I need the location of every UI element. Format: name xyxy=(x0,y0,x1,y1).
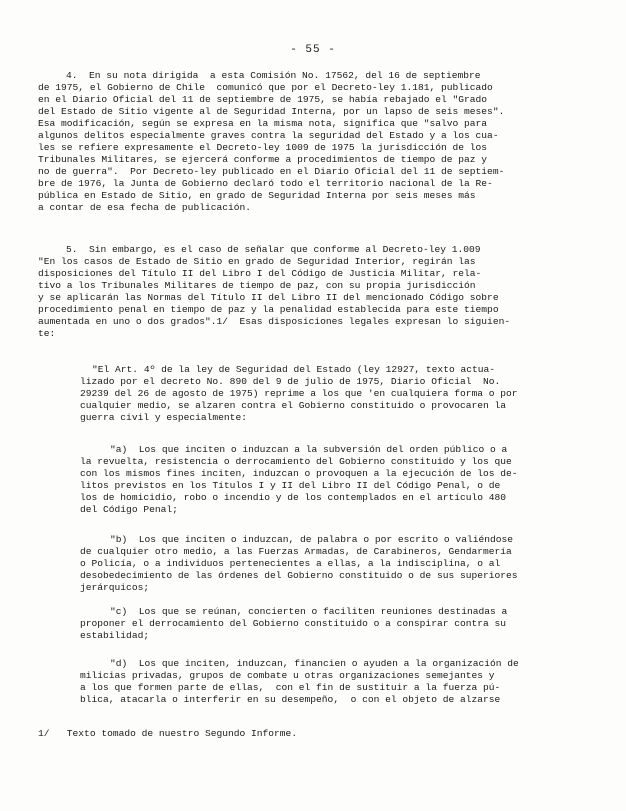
item-a-line: "a) Los que inciten o induzcan a la subversión del orden público o a xyxy=(110,444,508,455)
item-a-line: litos previstos en los Títulos I y II del Libro II del Código Penal, o de xyxy=(80,480,501,491)
paragraph-5-line: aumentada en uno o dos grados".1/ Esas disposiciones legales expresan lo siguien- xyxy=(38,316,511,327)
quote-intro-line: lizado por el decreto No. 890 del 9 de julio de 1975, Diario Oficial No. xyxy=(80,376,501,387)
item-a-line: los de homicidio, robo o incendio y de los contemplados en el artículo 480 xyxy=(80,492,507,503)
footnote: 1/ Texto tomado de nuestro Segundo Informe. xyxy=(38,728,298,739)
item-b-line: o Policía, o a individuos pertenecientes a ellas, a la indisciplina, o al xyxy=(80,558,501,569)
paragraph-4-line: de 1975, el Gobierno de Chile comunicó que por el Decreto-ley 1.181, publicado xyxy=(38,82,493,93)
paragraph-4-line: en el Diario Oficial del 11 de septiembre de 1975, se había rebajado el "Grado xyxy=(38,94,488,105)
paragraph-5-line: 5. Sin embargo, es el caso de señalar que conforme al Decreto-ley 1.009 xyxy=(66,244,481,255)
quote-intro-line: guerra civil y especialmente: xyxy=(80,412,247,423)
paragraph-5-line: procedimiento penal en tiempo de paz y la penalidad establecida para este tiempo xyxy=(38,304,499,315)
paragraph-4-line: bre de 1976, la Junta de Gobierno declaró todo el territorio nacional de la Re- xyxy=(38,178,493,189)
paragraph-5-line: "En los casos de Estado de Sitio en grado de Seguridad Interior, regirán las xyxy=(38,256,476,267)
paragraph-4-line: les se refiere expresamente el Decreto-ley 1009 de 1975 la jurisdicción de los xyxy=(38,142,488,153)
item-d-line: "d) Los que inciten, induzcan, financien o ayuden a la organización de xyxy=(110,658,519,669)
item-d-line: milicias privadas, grupos de combate u otras organizaciones semejantes y xyxy=(80,670,495,681)
paragraph-4-line: algunos delitos especialmente graves contra la seguridad del Estado y a los cua- xyxy=(38,130,499,141)
paragraph-5-line: tivo a los Tribunales Militares de tiempo de paz, con su propia jurisdicción xyxy=(38,280,476,291)
item-c-line: proponer el derrocamiento del Gobierno constituido o a conspirar contra su xyxy=(80,618,507,629)
page-number: - 55 - xyxy=(290,44,336,56)
item-a-line: la revuelta, resistencia o derrocamiento del Gobierno constituido y los que xyxy=(80,456,512,467)
item-b-line: jerárquicos; xyxy=(80,582,150,593)
paragraph-5-line: te: xyxy=(38,328,56,339)
quote-intro-line: 29239 del 26 de agosto de 1975) reprime a los que 'en cualquiera forma o por xyxy=(80,388,518,399)
paragraph-4-line: del Estado de Sitio vigente al de Seguridad Interna, por un lapso de seis meses". xyxy=(38,106,505,117)
paragraph-5-line: y se aplicarán las Normas del Título II del Libro II del mencionado Código sobre xyxy=(38,292,499,303)
paragraph-4-line: 4. En su nota dirigida a esta Comisión No. 17562, del 16 de septiembre xyxy=(66,70,481,81)
paragraph-4-line: pública en Estado de Sitio, en grado de Seguridad Interna por seis meses más xyxy=(38,190,476,201)
paragraph-4-line: Esa modificación, según se expresa en la misma nota, significa que "salvo para xyxy=(38,118,488,129)
item-b-line: de cualquier otro medio, a las Fuerzas Armadas, de Carabineros, Gendarmería xyxy=(80,546,512,557)
paragraph-4-line: Tribunales Militares, se ejercerá conforme a procedimientos de tiempo de paz y xyxy=(38,154,488,165)
paragraph-4-line: no de guerra". Por Decreto-ley publicado en el Diario Oficial del 11 de septiem- xyxy=(38,166,505,177)
item-a-line: del Código Penal; xyxy=(80,504,178,515)
item-b-line: "b) Los que inciten o induzcan, de palabra o por escrito o valiéndose xyxy=(110,534,514,545)
item-c-line: "c) Los que se reúnan, concierten o faciliten reuniones destinadas a xyxy=(110,606,508,617)
item-c-line: estabilidad; xyxy=(80,630,150,641)
quote-intro-line: "El Art. 4º de la ley de Seguridad del Estado (ley 12927, texto actua- xyxy=(92,364,496,375)
item-a-line: con los mismos fines inciten, induzcan o provoquen a la ejecución de los de- xyxy=(80,468,518,479)
item-d-line: a los que formen parte de ellas, con el fin de sustituir a la fuerza pú- xyxy=(80,682,501,693)
item-d-line: blica, atacarla o interferir en su desempeño, o con el objeto de alzarse xyxy=(80,694,501,705)
quote-intro-line: cualquier medio, se alzaren contra el Gobierno constituido o provocaren la xyxy=(80,400,507,411)
paragraph-5-line: disposiciones del Título II del Libro I del Código de Justicia Militar, rela- xyxy=(38,268,482,279)
paragraph-4-line: a contar de esa fecha de publicación. xyxy=(38,202,252,213)
item-b-line: desobedecimiento de las órdenes del Gobierno constituido o de sus superiores xyxy=(80,570,518,581)
